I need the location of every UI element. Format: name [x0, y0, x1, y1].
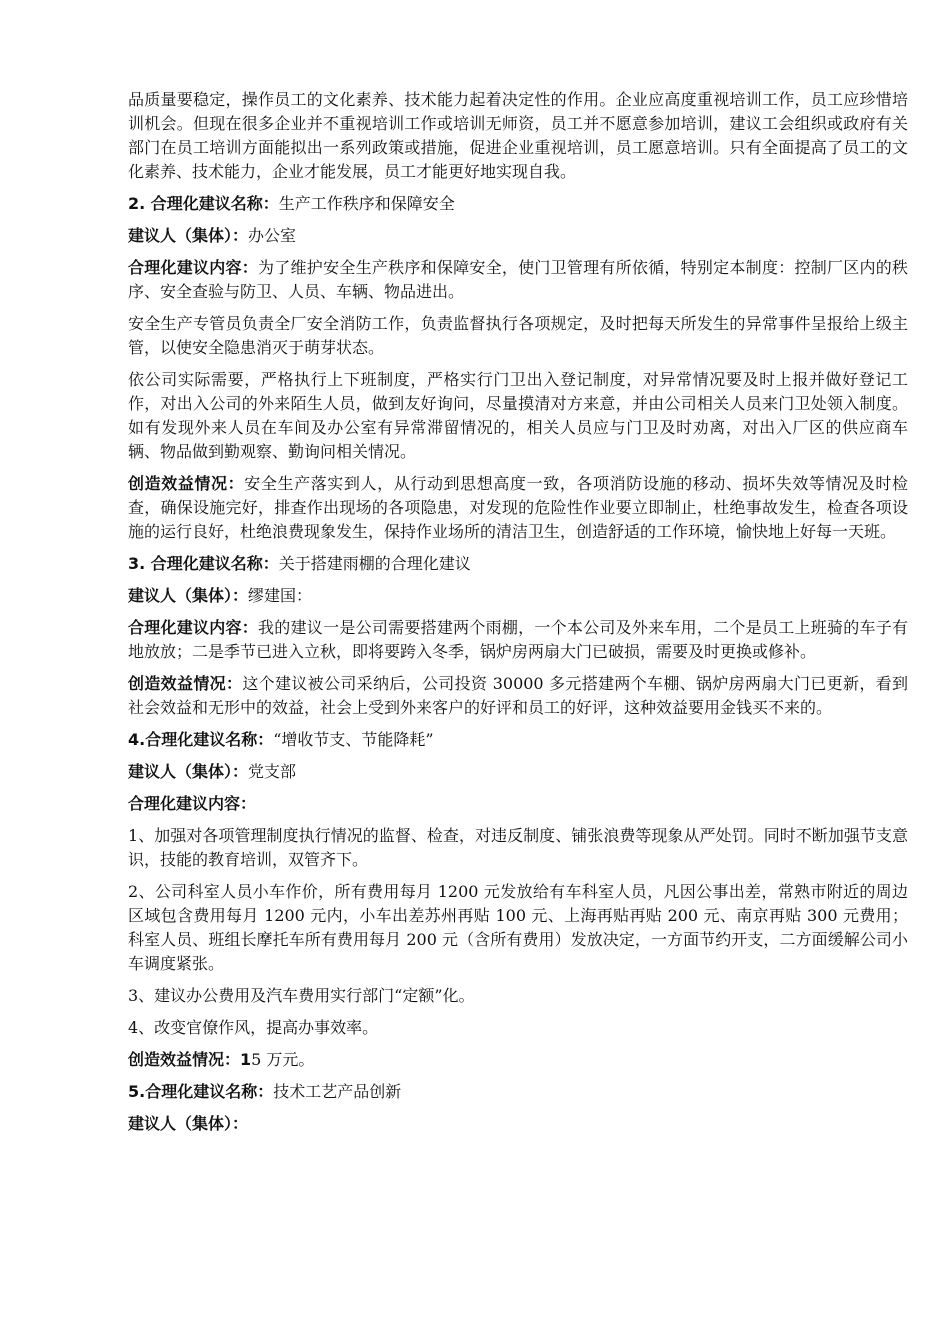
s2-proposer-value: 办公室 [248, 226, 297, 245]
s2-content [128, 256, 908, 304]
s3-content [128, 616, 908, 664]
s2-para3: 依公司实际需要，严格执行上下班制度，严格实行门卫出入登记制度，对异常情况要及时上报并做好登记工作，对出入公司的外来陌生人员，做到友好询问，尽量摸清对方来意，并由公司相关人员来门卫处领入制度。如有发现外来人员在车间及办公室有异常滞留情况的，相关人员应与门卫及时劝离，对出入厂区的供应商车辆、物品做到勤观察、勤询问相关情况。 [128, 370, 908, 461]
s3-benefit [128, 672, 908, 720]
document-page [128, 88, 908, 1144]
s3-title [128, 552, 908, 576]
s4-content [128, 792, 908, 816]
s4-benefit-bold: 1 [240, 1050, 252, 1069]
s3-title-value: 关于搭建雨棚的合理化建议 [278, 554, 471, 573]
s2-proposer [128, 224, 908, 248]
s4-title [128, 728, 908, 752]
s2-title-value: 生产工作秩序和保障安全 [278, 194, 455, 213]
s3-content-value: 我的建议一是公司需要搭建两个雨棚，一个本公司及外来车用，二个是员工上班骑的车子有地放放；二是季节已进入立秋，即将要跨入冬季，锅炉房两扇大门已破损，需要及时更换或修补。 [128, 618, 908, 661]
s2-content-value: 为了维护安全生产秩序和保障安全，使门卫管理有所依循，特别定本制度：控制厂区内的秩序、安全查验与防卫、人员、车辆、物品进出。 [128, 258, 908, 301]
s3-proposer-label: 建议人（集体）： [128, 586, 249, 605]
s4-benefit-label: 创造效益情况： [128, 1050, 241, 1069]
s4-item-2: 2、公司科室人员小车作价，所有费用每月 1200 元发放给有车科室人员，凡因公事出差，常熟市附近的周边区域包含费用每月 1200 元内，小车出差苏州再贴 100 元、上海再贴再贴 200 元、南京再贴 300 元费用；科室人员、班组长摩托车所有费用每月 200 元（含所有费用）发放决定，一方面节约开支，二方面缓解公司小车调度紧张。 [128, 882, 908, 973]
s3-proposer [128, 584, 908, 608]
s4-proposer-label: 建议人（集体）： [128, 762, 249, 781]
s3-benefit-value: 这个建议被公司采纳后，公司投资 30000 多元搭建两个车棚、锅炉房两扇大门已更新，看到社会效益和无形中的效益，社会上受到外来客户的好评和员工的好评，这种效益要用金钱买不来的。 [128, 674, 908, 717]
s4-benefit-value: 5 万元。 [251, 1050, 315, 1069]
s2-content-label: 合理化建议内容： [128, 258, 259, 277]
s2-proposer-label: 建议人（集体）： [128, 226, 249, 245]
s2-benefit [128, 472, 908, 544]
s5-proposer [128, 1112, 908, 1136]
s5-title-label: 5.合理化建议名称： [128, 1082, 274, 1101]
s2-title [128, 192, 908, 216]
s3-proposer-value: 缪建国： [248, 586, 313, 605]
s3-benefit-label: 创造效益情况： [128, 674, 243, 693]
s4-title-value: “增收节支、节能降耗” [273, 730, 434, 749]
s4-proposer [128, 760, 908, 784]
s4-item-4: 4、改变官僚作风，提高办事效率。 [128, 1018, 379, 1037]
s4-proposer-value: 党支部 [248, 762, 297, 781]
s4-benefit [128, 1048, 908, 1072]
s5-title [128, 1080, 908, 1104]
s3-title-label: 3. 合理化建议名称： [128, 554, 279, 573]
s4-item-3: 3、建议办公费用及汽车费用实行部门“定额”化。 [128, 986, 475, 1005]
s5-title-value: 技术工艺产品创新 [273, 1082, 402, 1101]
s2-title-label: 2. 合理化建议名称： [128, 194, 279, 213]
s4-title-label: 4.合理化建议名称： [128, 730, 274, 749]
intro-paragraph: 品质量要稳定，操作员工的文化素养、技术能力起着决定性的作用。企业应高度重视培训工作，员工应珍惜培训机会。但现在很多企业并不重视培训工作或培训无师资，员工并不愿意参加培训，建议工会组织或政府有关部门在员工培训方面能拟出一系列政策或措施，促进企业重视培训，员工愿意培训。只有全面提高了员工的文化素养、技术能力，企业才能发展，员工才能更好地实现自我。 [128, 90, 908, 181]
s2-para2: 安全生产专管员负责全厂安全消防工作，负责监督执行各项规定，及时把每天所发生的异常事件呈报给上级主管，以使安全隐患消灭于萌芽状态。 [128, 314, 908, 357]
s4-item-1: 1、加强对各项管理制度执行情况的监督、检查，对违反制度、铺张浪费等现象从严处罚。同时不断加强节支意识，技能的教育培训，双管齐下。 [128, 826, 908, 869]
s3-content-label: 合理化建议内容： [128, 618, 259, 637]
s5-proposer-label: 建议人（集体）： [128, 1114, 249, 1133]
s2-benefit-value: 安全生产落实到人，从行动到思想高度一致，各项消防设施的移动、损坏失效等情况及时检查，确保设施完好，排查作出现场的各项隐患，对发现的危险性作业要立即制止，杜绝事故发生，检查各项设施的运行良好，杜绝浪费现象发生，保持作业场所的清洁卫生，创造舒适的工作环境，愉快地上好每一天班。 [128, 474, 908, 541]
s4-content-label: 合理化建议内容： [128, 794, 257, 813]
s2-benefit-label: 创造效益情况： [128, 474, 245, 493]
